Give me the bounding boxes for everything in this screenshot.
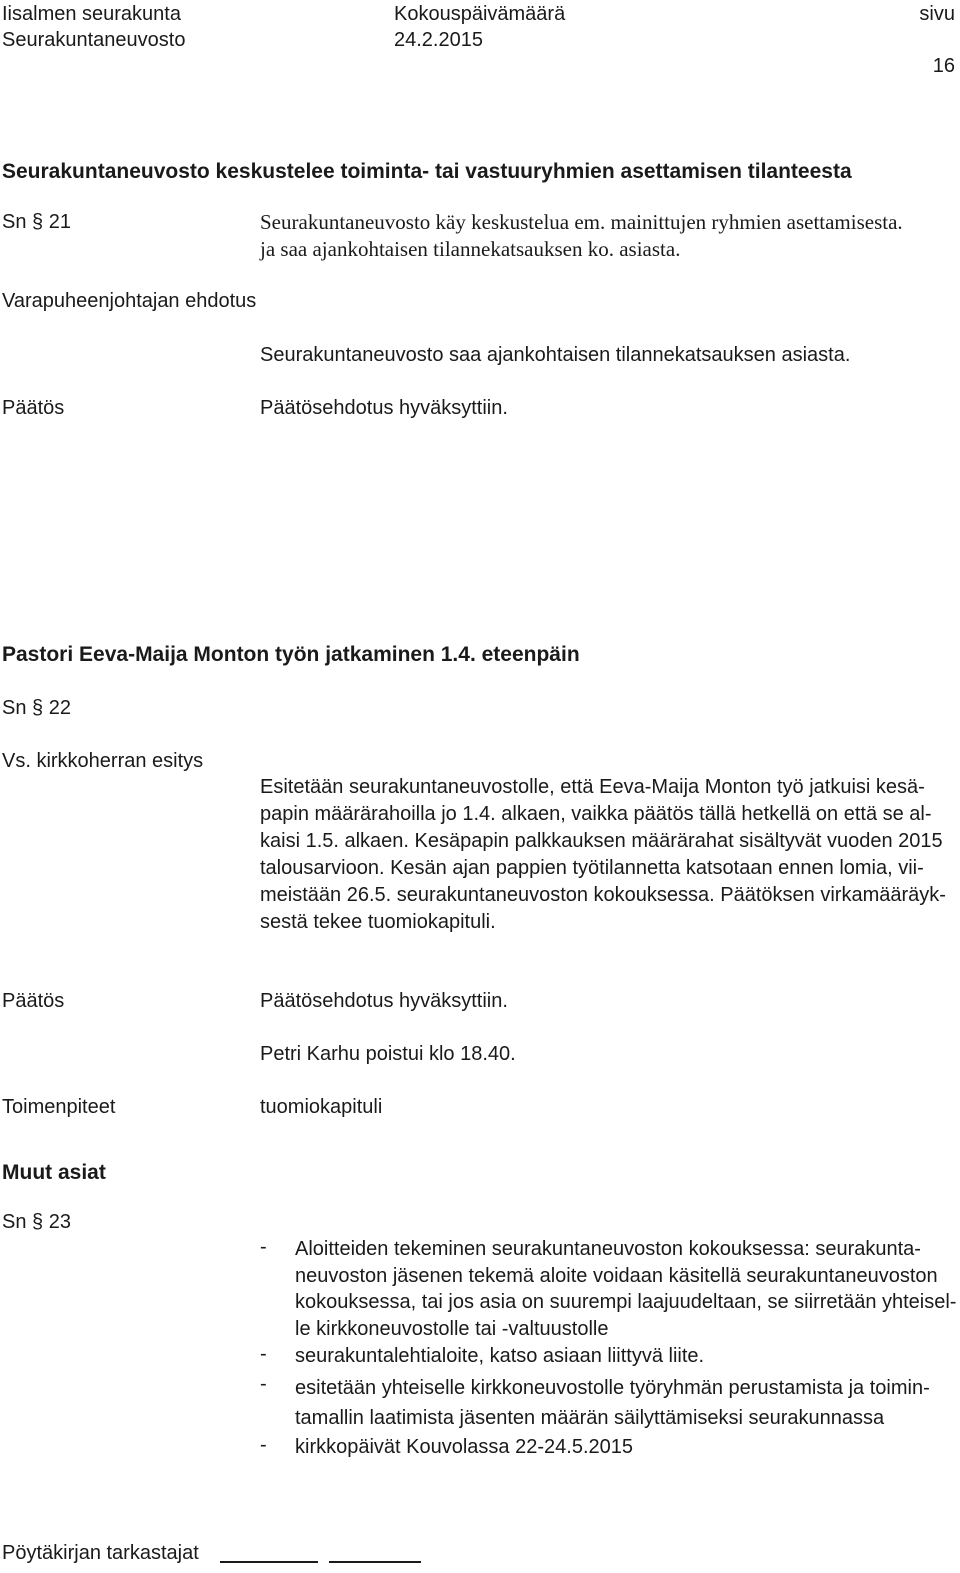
proposal-line: meistään 26.5. seurakuntaneuvoston kokouksessa. Päätöksen virkamääräyk- bbox=[260, 884, 946, 906]
list-line: kokouksessa, tai jos asia on suurempi laajuudeltaan, se siirretään yhteisel- bbox=[295, 1291, 957, 1314]
section-21-proposal-label: Varapuheenjohtajan ehdotus bbox=[2, 290, 257, 312]
header-body-name: Seurakuntaneuvosto bbox=[2, 29, 186, 51]
list-item-text bbox=[295, 1434, 633, 1461]
proposal-line: talousarvioon. Kesän ajan pappien työtilannetta katsotaan ennen lomia, vii- bbox=[260, 857, 924, 879]
proposal-line: sestä tekee tuomiokapituli. bbox=[260, 911, 496, 933]
list-dash: - bbox=[260, 1236, 267, 1258]
list-dash: - bbox=[260, 1343, 267, 1365]
header-org: Iisalmen seurakunta bbox=[2, 3, 181, 25]
header-date-label: Kokouspäivämäärä bbox=[394, 3, 566, 25]
section-22-actions-label: Toimenpiteet bbox=[2, 1096, 116, 1118]
header-page-label: sivu bbox=[919, 3, 955, 25]
section-22-proposal-text bbox=[260, 774, 960, 936]
signature-line-2 bbox=[329, 1561, 421, 1563]
list-line: esitetään yhteiselle kirkkoneuvostolle työryhmän perustamista ja toimin- bbox=[295, 1377, 930, 1399]
list-dash: - bbox=[260, 1373, 267, 1395]
section-21-decision-label: Päätös bbox=[2, 397, 65, 419]
list-line: kirkkopäivät Kouvolassa 22-24.5.2015 bbox=[295, 1436, 633, 1458]
list-line: tamallin laatimista jäsenten määrän säilyttämiseksi seurakunnassa bbox=[295, 1407, 885, 1429]
section-22-decision: Päätösehdotus hyväksyttiin. bbox=[260, 990, 508, 1012]
list-line: neuvoston jäsenen tekemä aloite voidaan käsitellä seurakuntaneuvoston bbox=[295, 1264, 938, 1287]
list-line: seurakuntalehtialoite, katso asiaan liittyvä liite. bbox=[295, 1345, 705, 1367]
signature-line-1 bbox=[220, 1561, 318, 1563]
section-22-actions: tuomiokapituli bbox=[260, 1096, 383, 1118]
list-dash: - bbox=[260, 1434, 267, 1456]
section-22-note: Petri Karhu poistui klo 18.40. bbox=[260, 1043, 516, 1065]
section-22-proposal-label: Vs. kirkkoherran esitys bbox=[2, 750, 204, 772]
list-item-text bbox=[295, 1343, 704, 1370]
list-item-text bbox=[295, 1236, 956, 1343]
footer-label: Pöytäkirjan tarkastajat bbox=[2, 1542, 199, 1564]
section-21-proposal: Seurakuntaneuvosto saa ajankohtaisen tilannekatsauksen asiasta. bbox=[260, 344, 851, 366]
proposal-line: kaisi 1.5. alkaen. Kesäpapin palkkauksen määrärahat sisältyvät vuoden 2015 bbox=[260, 830, 943, 852]
header-page-number: 16 bbox=[932, 55, 955, 77]
list-line: Aloitteiden tekeminen seurakuntaneuvoston kokouksessa: seurakunta- bbox=[295, 1238, 921, 1260]
proposal-line: papin määrärahoilla jo 1.4. alkaen, vaikka päätös tällä hetkellä on että se al- bbox=[260, 803, 932, 825]
section-22-title: Pastori Eeva-Maija Monton työn jatkaminen 1.4. eteenpäin bbox=[2, 643, 580, 666]
section-21-number: Sn § 21 bbox=[2, 211, 71, 233]
section-21-intro-line-1: Seurakuntaneuvosto käy keskustelua em. mainittujen ryhmien asettamisesta. bbox=[260, 210, 903, 234]
section-23-number: Sn § 23 bbox=[2, 1211, 71, 1233]
section-22-number: Sn § 22 bbox=[2, 697, 71, 719]
section-22-decision-label: Päätös bbox=[2, 990, 65, 1012]
list-line: le kirkkoneuvostolle tai -valtuustolle bbox=[295, 1318, 609, 1341]
list-item-text bbox=[295, 1373, 930, 1433]
section-23-title: Muut asiat bbox=[2, 1161, 106, 1184]
section-21-title: Seurakuntaneuvosto keskustelee toiminta- tai vastuuryhmien asettamisen tilanteesta bbox=[2, 160, 852, 183]
section-21-intro-line-2: ja saa ajankohtaisen tilannekatsauksen ko. asiasta. bbox=[260, 237, 681, 261]
header-date: 24.2.2015 bbox=[394, 29, 483, 51]
proposal-line: Esitetään seurakuntaneuvostolle, että Eeva-Maija Monton työ jatkuisi kesä- bbox=[260, 776, 925, 798]
section-21-decision: Päätösehdotus hyväksyttiin. bbox=[260, 397, 508, 419]
